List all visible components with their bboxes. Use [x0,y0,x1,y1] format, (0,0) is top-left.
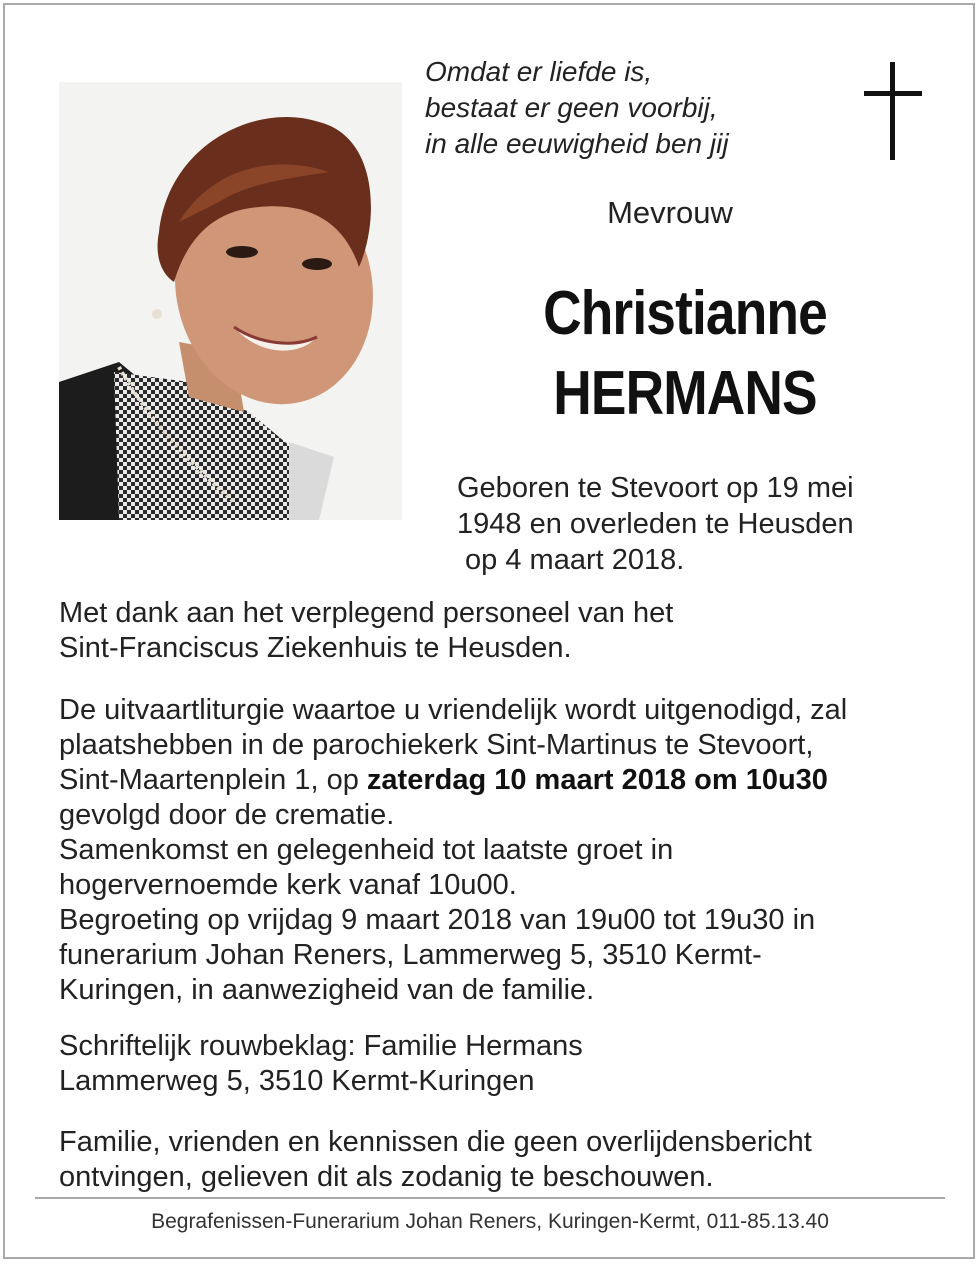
last-name: HERMANS [553,359,817,428]
funeral-line: hogervernoemde kerk vanaf 10u00. [59,869,517,901]
condolences-paragraph [59,1029,939,1099]
funeral-paragraph [59,693,939,1008]
funeral-line: Kuringen, in aanwezigheid van de familie. [59,974,595,1006]
thanks-line: Met dank aan het verplegend personeel van het [59,597,674,629]
poem-verse [425,54,845,162]
poem-line: in alle eeuwigheid ben jij [425,128,729,159]
birth-line: op 4 maart 2018. [457,544,685,576]
funeral-line: Samenkomst en gelegenheid tot laatste groet in [59,834,674,866]
first-name: Christianne [543,279,827,348]
cross-icon [864,62,922,160]
thanks-line: Sint-Franciscus Ziekenhuis te Heusden. [59,632,572,664]
birth-line: 1948 en overleden te Heusden [457,508,854,540]
funeral-line [59,763,939,798]
funeral-line: Begroeting op vrijdag 9 maart 2018 van 19u00 tot 19u30 in [59,904,816,936]
notice-line: Familie, vrienden en kennissen die geen overlijdensbericht [59,1126,812,1158]
honorific: Mevrouw [607,195,733,230]
notice-line: ontvingen, gelieven dit als zodanig te beschouwen. [59,1161,714,1193]
poem-line: bestaat er geen voorbij, [425,92,718,123]
funeral-address: Sint-Maartenplein 1, op [59,764,367,796]
funeral-line: De uitvaartliturgie waartoe u vriendelijk wordt uitgenodigd, zal [59,694,848,726]
funeral-line: gevolgd door de crematie. [59,799,395,831]
poem-line: Omdat er liefde is, [425,56,653,87]
condolences-line: Schriftelijk rouwbeklag: Familie Hermans [59,1030,583,1062]
birth-line: Geboren te Stevoort op 19 mei [457,472,854,504]
footer-divider [35,1197,945,1199]
funeral-line: plaatshebben in de parochiekerk Sint-Martinus te Stevoort, [59,729,814,761]
birth-death-info [457,470,917,578]
portrait-photo [59,82,402,520]
funeral-date-time: zaterdag 10 maart 2018 om 10u30 [366,764,828,796]
notice-paragraph [59,1125,939,1195]
thanks-paragraph [59,596,939,666]
condolences-line: Lammerweg 5, 3510 Kermt-Kuringen [59,1065,535,1097]
funeral-home-footer: Begrafenissen-Funerarium Johan Reners, Kuringen-Kermt, 011-85.13.40 [151,1210,829,1233]
funeral-line: funerarium Johan Reners, Lammerweg 5, 3510 Kermt- [59,939,762,971]
